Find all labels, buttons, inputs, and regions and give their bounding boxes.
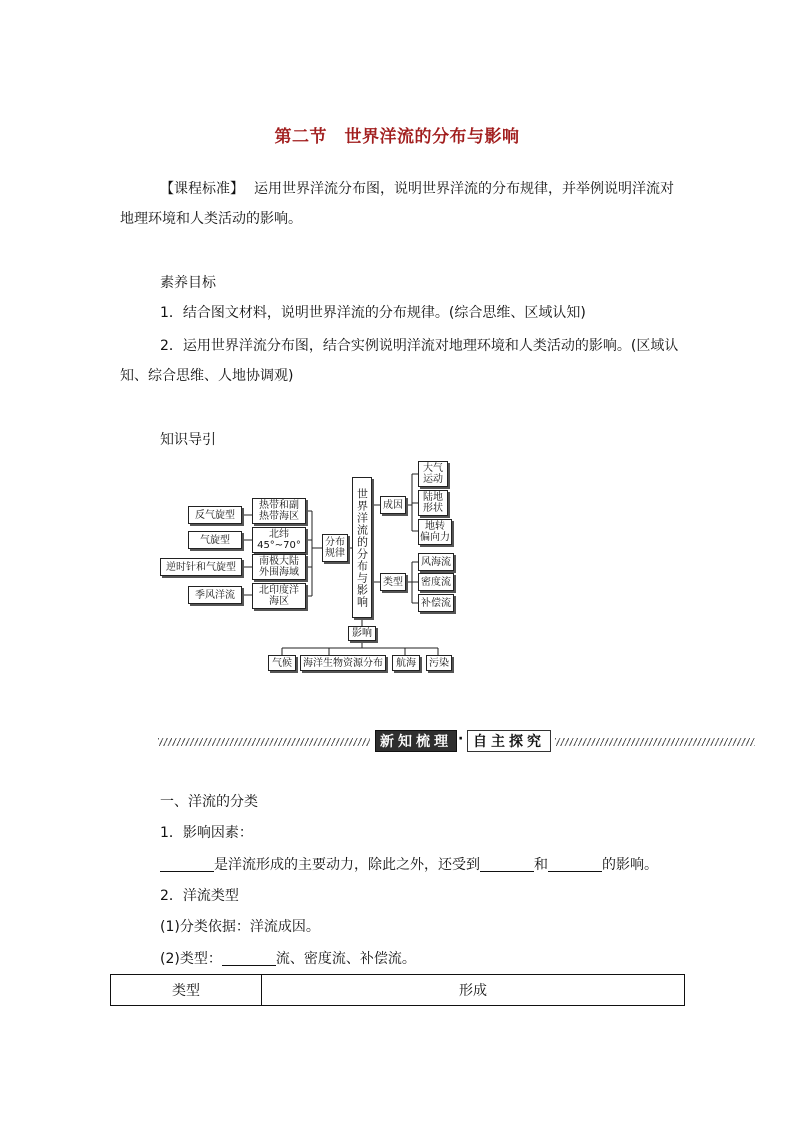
blank-main-force[interactable] [160,855,214,872]
table-header-row [111,975,685,1006]
region-north-indian: 北印度洋 海区 [252,583,306,609]
blank-factor-1[interactable] [480,855,534,872]
impact-navigation: 航海 [392,655,420,671]
table-header-formation: 形成 [262,975,685,1006]
standard-line-2: 地理环境和人类活动的影响。 [120,211,302,227]
q1-text-b: 和 [534,857,548,873]
q2-2-text-b: 流、密度流、补偿流。 [275,951,416,967]
standard-label: 【课程标准】 [160,181,244,197]
table-header-type: 类型 [111,975,262,1006]
banner-right: 自主探究 [467,730,551,752]
q1-text-c: 的影响。 [602,857,658,873]
section1-q1-line [160,850,658,880]
gyre-counterclockwise: 逆时针和气旋型 [160,558,242,576]
center-topic: 世界洋流的分布与影响 [352,477,372,618]
impact-climate: 气候 [268,655,296,671]
region-tropical: 热带和副 热带海区 [252,498,306,524]
type-compensation: 补偿流 [418,594,454,612]
cause-atmosphere: 大气 运动 [418,461,448,487]
region-antarctic: 南极大陆 外围海域 [252,554,306,580]
banner-left: 新知梳理 [375,730,457,752]
gyre-monsoon: 季风洋流 [188,586,242,604]
blank-type[interactable] [222,949,276,966]
literacy-item-2-cont: 知、综合思维、人地协调观) [120,368,294,384]
standard-text: 运用世界洋流分布图，说明世界洋流的分布规律，并举例说明洋流对 [254,181,674,197]
type-box: 类型 [380,573,406,591]
q2-2-text-a: (2)类型： [160,951,222,967]
impact-marine-bio: 海洋生物资源分布 [300,655,386,671]
section1-q1: 1．影响因素： [160,825,253,841]
type-density: 密度流 [418,573,454,591]
impact-pollution: 污染 [426,655,452,671]
banner-dot: · [458,731,464,747]
section1-q2-2 [160,944,416,974]
cause-coriolis: 地转 偏向力 [420,521,450,543]
section1-heading: 一、洋流的分类 [160,794,258,810]
gyre-anticyclonic: 反气旋型 [188,506,242,524]
blank-factor-2[interactable] [548,855,602,872]
region-north-45-70: 北纬 45°~70° [252,527,306,553]
literacy-item-2: 2．运用世界洋流分布图，结合实例说明洋流对地理环境和人类活动的影响。(区域认 [160,338,679,354]
impact-box: 影响 [348,626,376,641]
cause-box: 成因 [380,496,406,514]
section1-q2-1: (1)分类依据：洋流成因。 [160,919,320,935]
literacy-item-1: 1．结合图文材料，说明世界洋流的分布规律。(综合思维、区域认知) [160,305,586,321]
q1-text-a: 是洋流形成的主要动力，除此之外，还受到 [214,857,480,873]
page-title: 第二节 世界洋流的分布与影响 [274,127,520,147]
guide-heading: 知识导引 [160,432,216,448]
banner-hatch-left [158,738,370,746]
distribution-box: 分布 规律 [322,534,348,562]
type-wind-driven: 风海流 [418,553,454,571]
literacy-heading: 素养目标 [160,275,216,291]
banner-hatch-right [555,738,755,746]
gyre-cyclonic: 气旋型 [188,531,242,549]
types-table [110,974,685,1006]
cause-land-shape: 陆地 形状 [418,490,448,516]
section1-q2: 2．洋流类型 [160,888,239,904]
